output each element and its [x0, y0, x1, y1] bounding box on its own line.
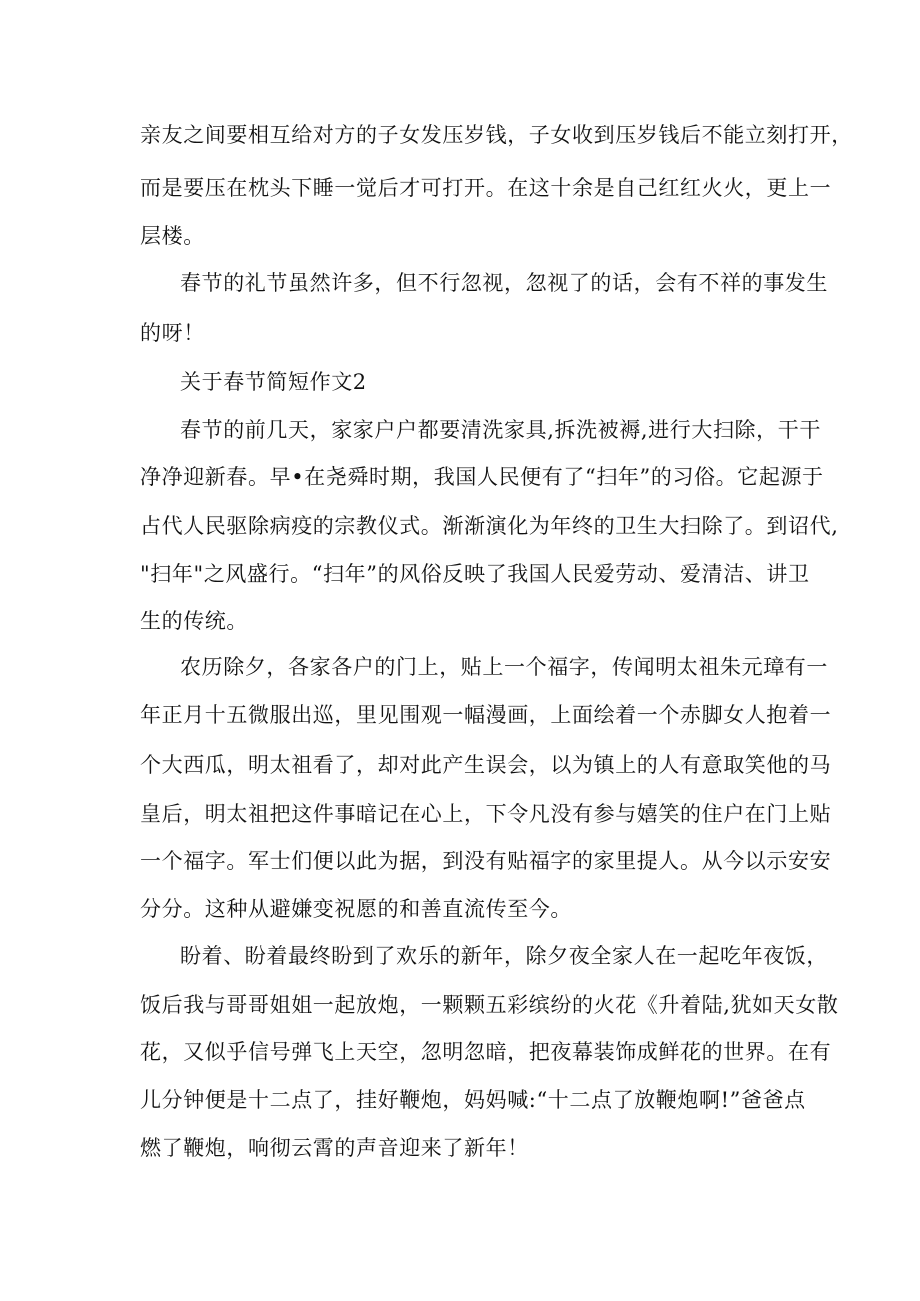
text-line: 饭后我与哥哥姐姐一起放炮，一颗颗五彩缤纷的火花《升着陆,犹如天女散	[140, 993, 839, 1017]
text-line: 亲友之间要相互给对方的子女发压岁钱，子女收到压岁钱后不能立刻打开，	[140, 123, 853, 147]
text-line: 一个福字。军士们便以此为据，到没有贴福字的家里提人。从今以示安安	[140, 849, 832, 873]
text-line: 层楼。	[140, 224, 205, 248]
text-line: 而是要压在枕头下睡一觉后才可打开。在这十余是自己红红火火，更上一	[140, 176, 832, 200]
text-line: 占代人民驱除病疫的宗教仪式。渐渐演化为年终的卫生大扫除了。到诏代,	[140, 514, 839, 538]
text-line: 燃了鞭炮，响彻云霄的声音迎来了新年！	[140, 1136, 529, 1160]
text-line: 儿分钟便是十二点了，挂好鞭炮，妈妈喊:“十二点了放鞭炮啊!”爸爸点	[140, 1088, 806, 1112]
paragraph-start-line: 盼着、盼着最终盼到了欢乐的新年，除夕夜全家人在一起吃年夜饭，	[180, 944, 828, 968]
section-heading: 关于春节简短作文2	[180, 370, 367, 394]
text-line: 生的传统。	[140, 609, 248, 633]
text-line: "扫年"之风盛行。“扫年”的风俗反映了我国人民爱劳动、爱清洁、讲卫	[140, 562, 810, 586]
text-line: 花，又似乎信号弹飞上天空，忽明忽暗，把夜幕装饰成鲜花的世界。在有	[140, 1040, 832, 1064]
paragraph-start-line: 春节的前几天，家家户户都要清洗家具,拆洗被褥,进行大扫除，干干	[180, 418, 821, 442]
text-line: 净净迎新春。早•在尧舜时期，我国人民便有了“扫年”的习俗。它起源于	[140, 465, 824, 489]
text-line: 的呀！	[140, 321, 205, 345]
text-line: 个大西瓜，明太祖看了，却对此产生误会，以为镇上的人有意取笑他的马	[140, 753, 832, 777]
paragraph-start-line: 春节的礼节虽然许多，但不行忽视，忽视了的话，会有不祥的事发生	[180, 271, 828, 295]
text-line: 年正月十五微服出巡，里见围观一幅漫画，上面绘着一个赤脚女人抱着一	[140, 703, 832, 727]
text-line: 皇后，明太祖把这件事暗记在心上，下令凡没有参与嬉笑的住户在门上贴	[140, 802, 832, 826]
text-line: 分分。这种从避嫌变祝愿的和善直流传至今。	[140, 897, 572, 921]
paragraph-start-line: 农历除夕，各家各户的门上，贴上一个福字，传闻明太祖朱元璋有一	[180, 655, 828, 679]
